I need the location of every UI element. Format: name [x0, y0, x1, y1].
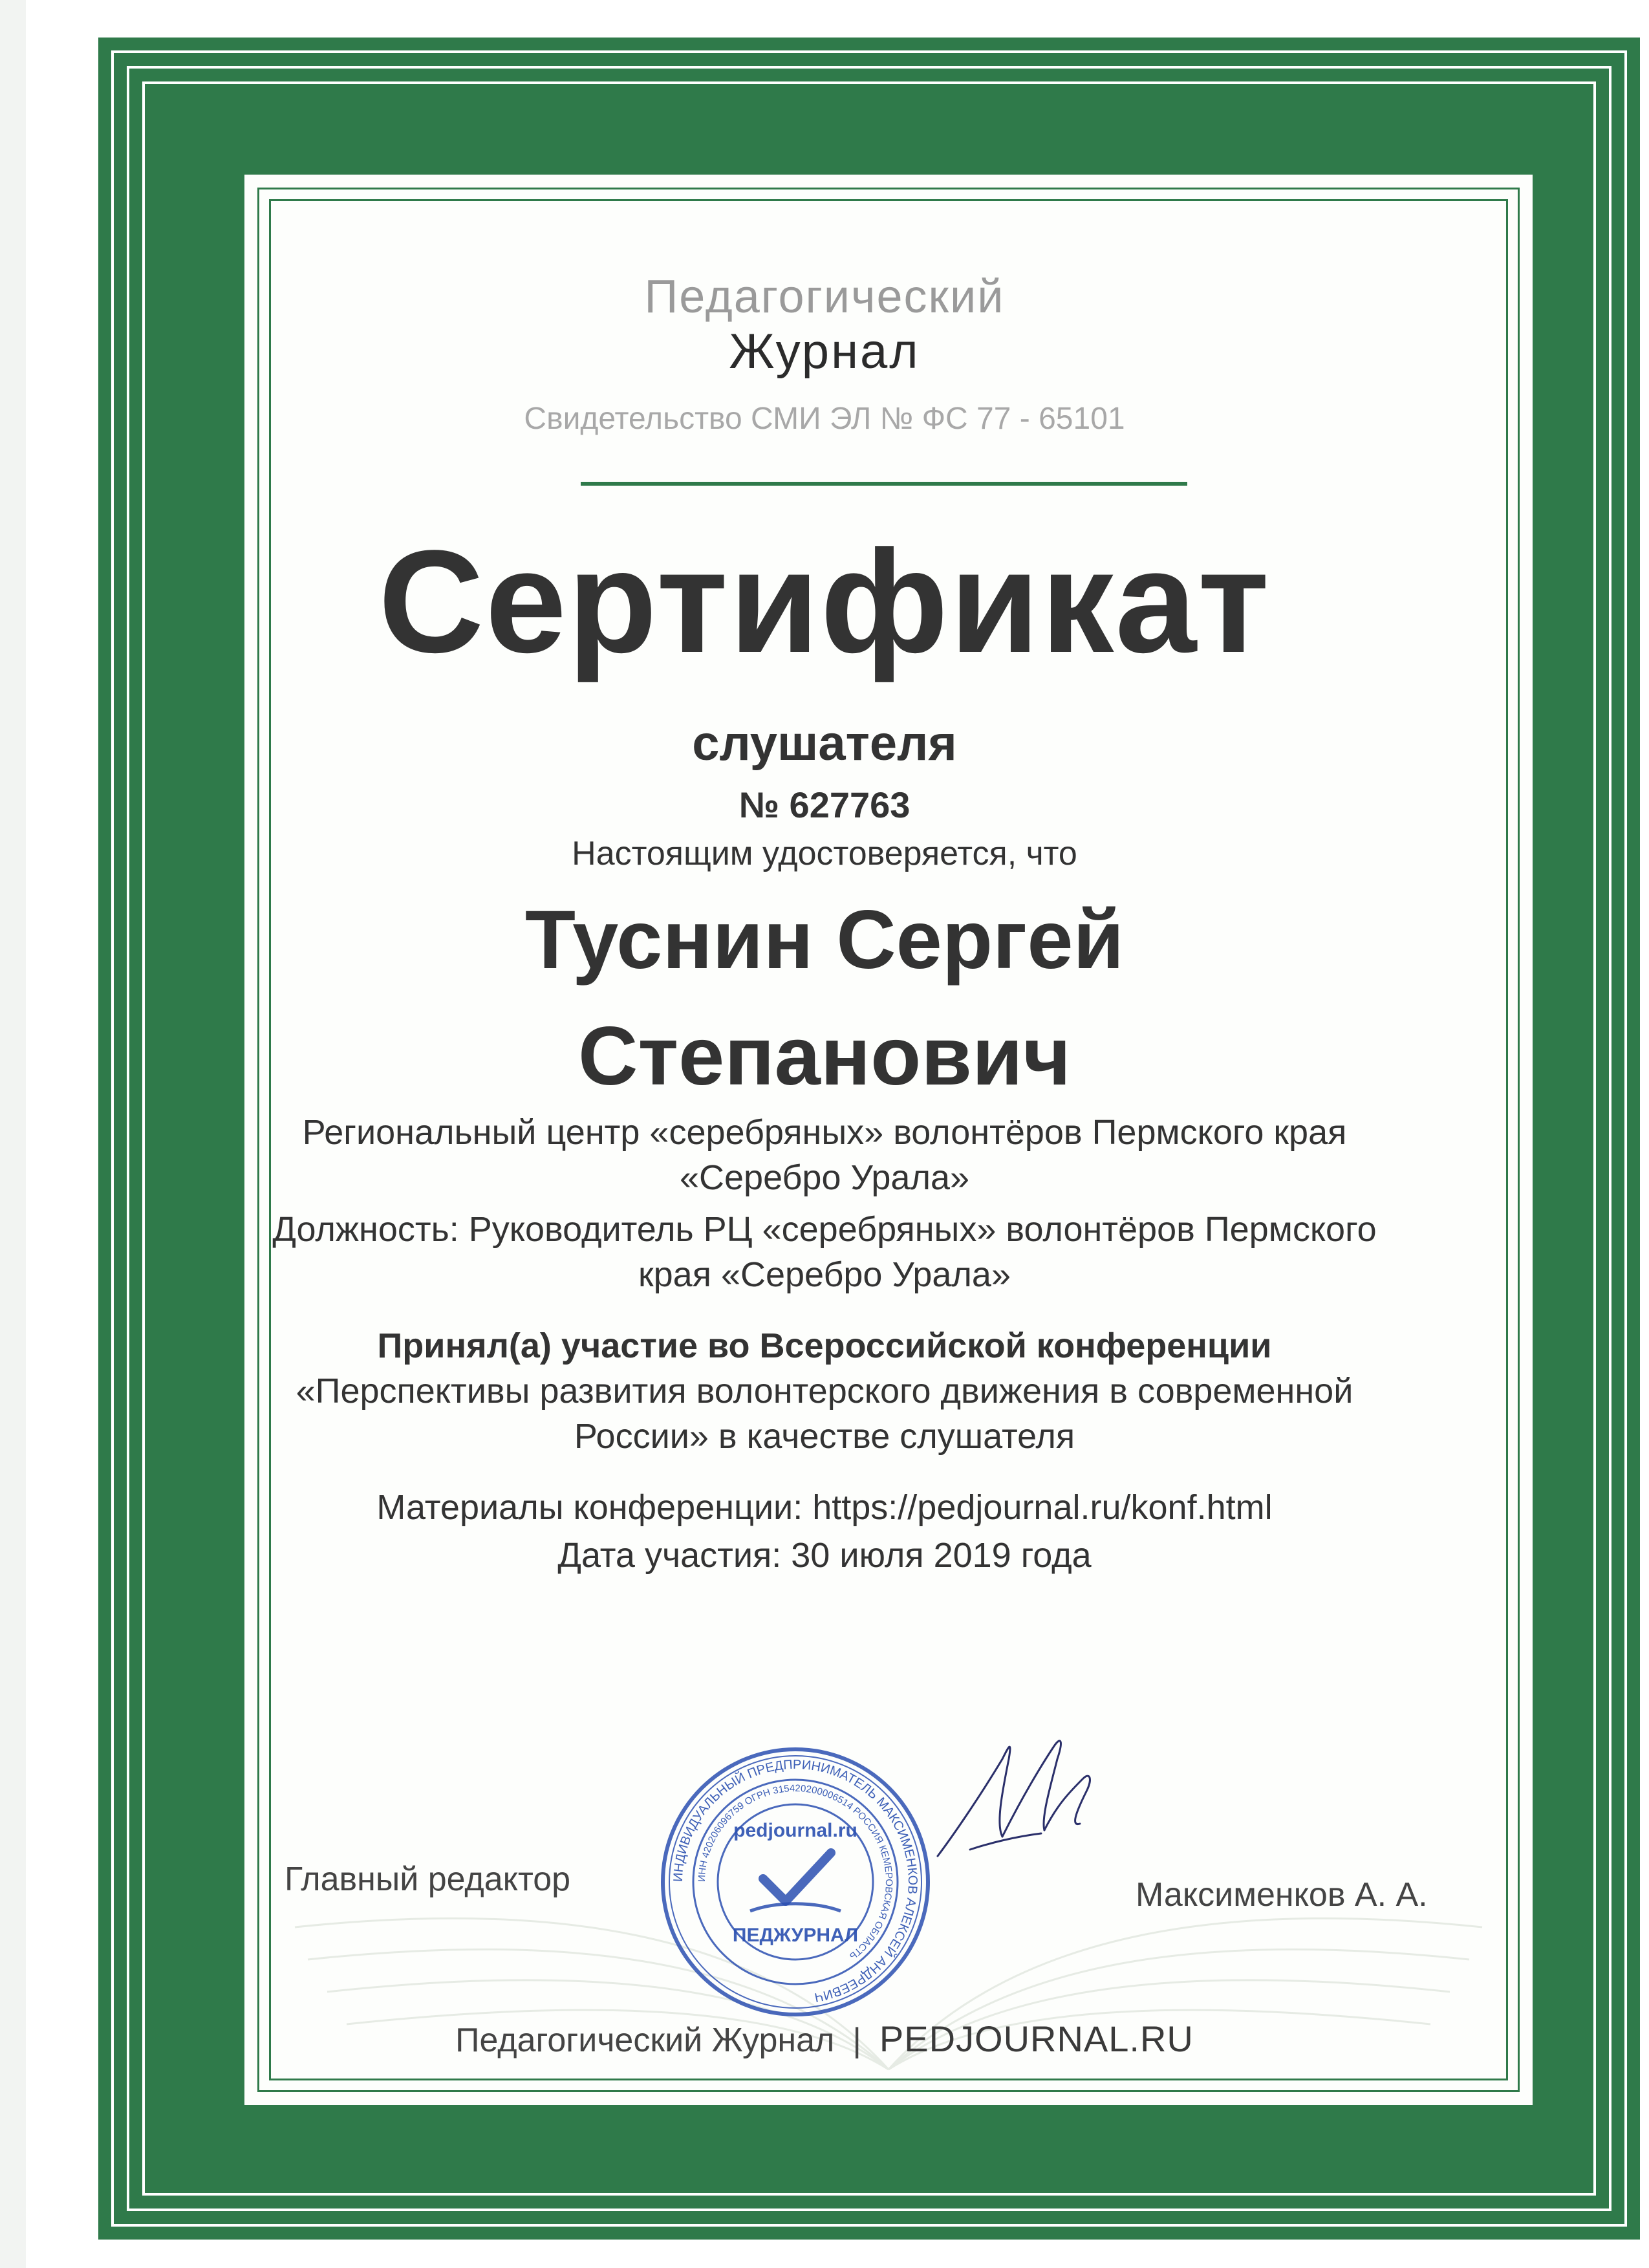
recipient-name-line2: Степанович	[578, 1010, 1071, 1103]
footer-site: PEDJOURNAL.RU	[879, 2018, 1194, 2059]
header-divider	[581, 482, 1187, 486]
stamp-checkmark-icon	[763, 1853, 831, 1901]
organization-line1: Региональный центр «серебряных» волонтёров Пермского края	[302, 1113, 1347, 1152]
editor-label: Главный редактор	[285, 1861, 571, 1898]
certificate-number: № 627763	[738, 784, 911, 825]
certificate-subtitle: слушателя	[692, 716, 957, 771]
organization-line2: «Серебро Урала»	[679, 1158, 970, 1197]
position-line2: края «Серебро Урала»	[638, 1255, 1011, 1294]
svg-text:ИНДИВИДУАЛЬНЫЙ ПРЕДПРИНИМАТЕЛЬ	[671, 1758, 920, 2005]
editor-name: Максименков А. А.	[1136, 1876, 1428, 1914]
certificate-title: Сертификат	[378, 519, 1271, 683]
recipient-name-line1: Туснин Сергей	[524, 894, 1125, 986]
registration-number: Свидетельство СМИ ЭЛ № ФС 77 - 65101	[524, 402, 1125, 436]
position-line1: Должность: Руководитель РЦ «серебряных» волонтёров Пермского	[272, 1210, 1377, 1249]
conference-materials: Материалы конференции: https://pedjournal.ru/konf.html	[376, 1488, 1273, 1527]
participation-line2: «Перспективы развития волонтерского движения в современной	[296, 1372, 1353, 1410]
journal-name-line2: Журнал	[729, 324, 920, 379]
journal-name-line1: Педагогический	[644, 271, 1005, 323]
stamp-inner-text: ИНН 420206096759 ОГРН 315420200006514 РОССИЯ КЕМЕРОВСКАЯ ОБЛАСТЬ	[696, 1782, 895, 1962]
stamp-outer-text: ИНДИВИДУАЛЬНЫЙ ПРЕДПРИНИМАТЕЛЬ МАКСИМЕНКОВ АЛЕКСЕЙ АНДРЕЕВИЧ	[671, 1757, 920, 2005]
participation-line1: Принял(а) участие во Всероссийской конференции	[377, 1326, 1272, 1365]
handwritten-signature-icon	[931, 1720, 1099, 1875]
footer	[0, 2018, 1649, 2060]
participation-line3: России» в качестве слушателя	[574, 1417, 1075, 1456]
participation-date: Дата участия: 30 июля 2019 года	[557, 1536, 1092, 1575]
round-seal-icon	[653, 1740, 938, 2024]
footer-journal-name: Педагогический Журнал	[455, 2022, 835, 2059]
stamp-center-text: pedjournal.ru	[733, 1820, 857, 1841]
stamp-bottom-text: ПЕДЖУРНАЛ	[732, 1925, 859, 1946]
certificate-intro: Настоящим удостоверяется, что	[572, 835, 1077, 872]
footer-separator: |	[852, 2022, 861, 2059]
